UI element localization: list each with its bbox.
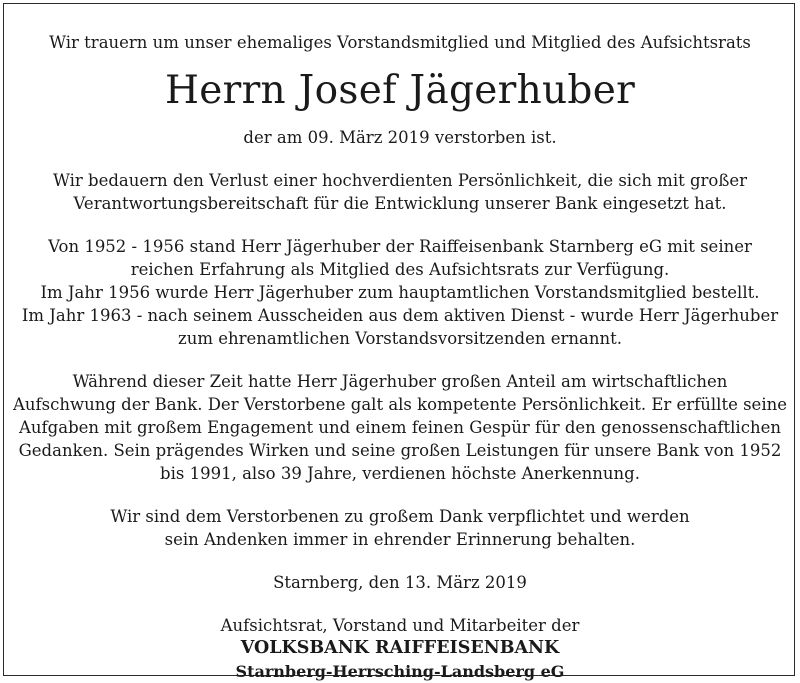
death-date-text: der am 09. März 2019 verstorben ist. xyxy=(243,128,557,147)
paragraph-achievements xyxy=(0,370,800,485)
signature-block xyxy=(0,614,800,683)
organization-name: VOLKSBANK RAIFFEISENBANK xyxy=(240,638,560,658)
paragraph-line: Von 1952 - 1956 stand Herr Jägerhuber der Raiffeisenbank Starnberg eG mit seiner xyxy=(48,237,752,256)
paragraph-line: Gedanken. Sein prägendes Wirken und seine großen Leistungen für unsere Bank von 1952 xyxy=(18,441,782,460)
paragraph-line: bis 1991, also 39 Jahre, verdienen höchste Anerkennung. xyxy=(160,464,640,483)
place-date: Starnberg, den 13. März 2019 xyxy=(273,573,527,592)
paragraph-line: Wir sind dem Verstorbenen zu großem Dank verpflichtet und werden xyxy=(110,507,690,526)
paragraph-line: zum ehrenamtlichen Vorstandsvorsitzenden ernannt. xyxy=(178,329,622,348)
paragraph-line: Im Jahr 1963 - nach seinem Ausscheiden aus dem aktiven Dienst - wurde Herr Jägerhuber xyxy=(21,306,779,325)
paragraph-loss xyxy=(0,169,800,215)
paragraph-line: reichen Erfahrung als Mitglied des Aufsichtsrats zur Verfügung. xyxy=(130,260,670,279)
paragraph-line: sein Andenken immer in ehrender Erinnerung behalten. xyxy=(164,530,636,549)
signature-line: Aufsichtsrat, Vorstand und Mitarbeiter der xyxy=(220,616,580,635)
paragraph-line: Während dieser Zeit hatte Herr Jägerhuber großen Anteil am wirtschaftlichen xyxy=(72,372,728,391)
paragraph-line: Aufschwung der Bank. Der Verstorbene galt als kompetente Persönlichkeit. Er erfüllte seine xyxy=(13,395,787,414)
paragraph-line: Verantwortungsbereitschaft für die Entwicklung unserer Bank eingesetzt hat. xyxy=(73,194,727,213)
paragraph-career xyxy=(0,235,800,350)
intro-text: Wir trauern um unser ehemaliges Vorstandsmitglied und Mitglied des Aufsichtsrats xyxy=(49,33,751,52)
paragraph-line: Aufgaben mit großem Engagement und einem feinen Gespür für den genossenschaftlichen xyxy=(19,418,781,437)
organization-subtitle: Starnberg-Herrsching-Landsberg eG xyxy=(235,662,565,681)
deceased-name: Herrn Josef Jägerhuber xyxy=(164,68,636,113)
paragraph-line: Wir bedauern den Verlust einer hochverdienten Persönlichkeit, die sich mit großer xyxy=(52,171,748,190)
paragraph-line: Im Jahr 1956 wurde Herr Jägerhuber zum hauptamtlichen Vorstandsmitglied bestellt. xyxy=(40,283,760,302)
paragraph-gratitude xyxy=(0,505,800,551)
